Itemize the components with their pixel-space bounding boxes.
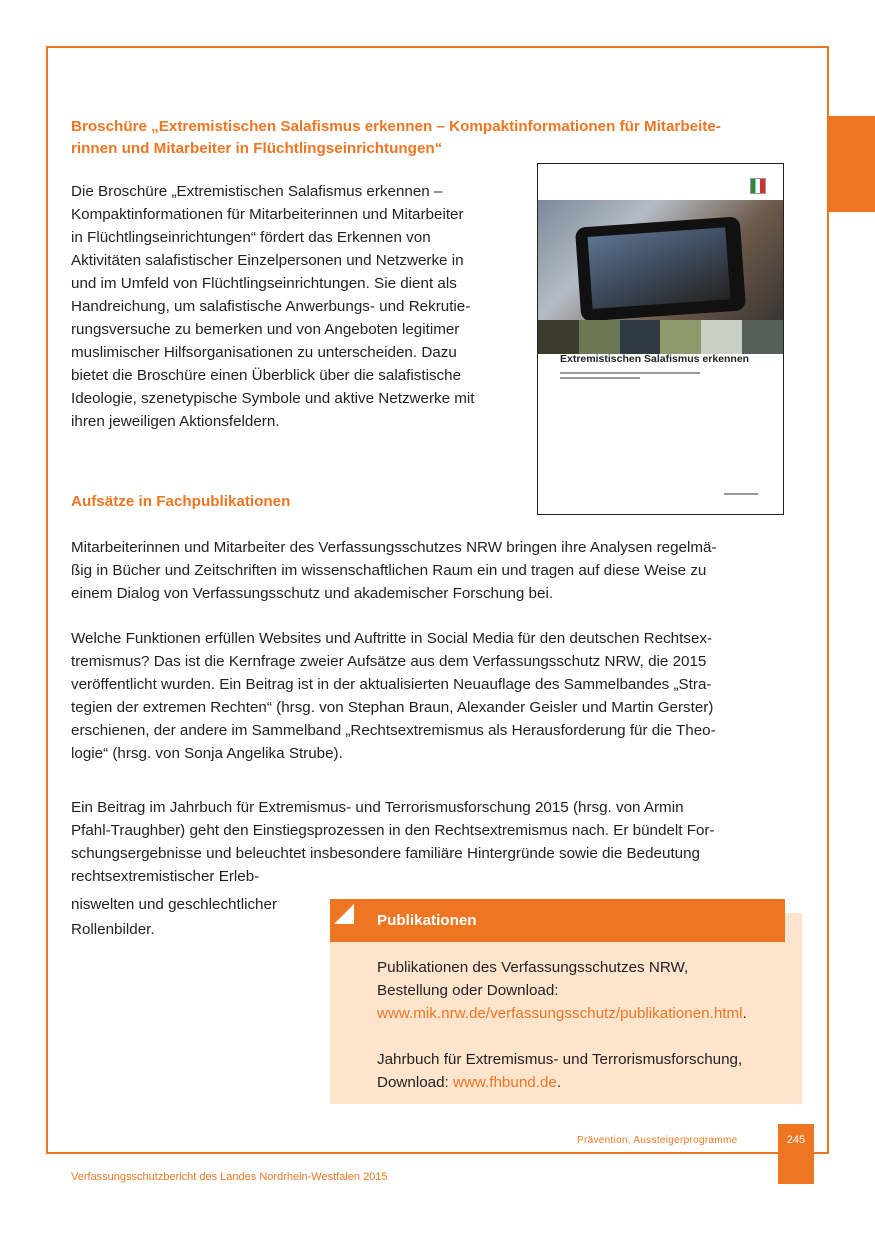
cover-thumbnail-strip xyxy=(538,320,783,354)
text-line: Mitarbeiterinnen und Mitarbeiter des Verfassungsschutzes NRW bringen ihre Analysen regelmä- xyxy=(71,539,717,556)
text-line: Die Broschüre „Extremistischen Salafismus erkennen – xyxy=(71,183,443,200)
brochure-heading-line2: rinnen und Mitarbeiter in Flüchtlingseinrichtungen“ xyxy=(71,140,443,157)
publications-item1-line1: Publikationen des Verfassungsschutzes NRW, xyxy=(377,959,689,976)
cover-photo xyxy=(538,200,783,354)
publications-item2-line2 xyxy=(377,1071,561,1094)
text-line: Welche Funktionen erfüllen Websites und Auftritte in Social Media für den deutschen Rechtsex- xyxy=(71,630,713,647)
text-line: und im Umfeld von Flüchtlingseinrichtungen. Sie dient als xyxy=(71,275,457,292)
text-line: veröffentlicht wurden. Ein Beitrag ist in der aktualisierten Neuauflage des Sammelbandes „Stra- xyxy=(71,676,712,693)
text-line: rungsversuche zu bemerken und von Angeboten legitimer xyxy=(71,321,460,338)
brochure-heading-line1: Broschüre „Extremistischen Salafismus erkennen – Kompaktinformationen für Mitarbeite- xyxy=(71,118,721,135)
text-line: Pfahl-Traughber) geht den Einstiegsprozessen in den Rechtsextremismus nach. Er bündelt For- xyxy=(71,822,715,839)
mik-publications-link[interactable]: www.mik.nrw.de/verfassungsschutz/publikationen.html xyxy=(377,1005,743,1022)
text-line: tremismus? Das ist die Kernfrage zweier Aufsätze aus dem Verfassungsschutz NRW, die 2015 xyxy=(71,653,707,670)
chapter-side-tab xyxy=(828,116,875,212)
publications-item2-line1: Jahrbuch für Extremismus- und Terrorismusforschung, xyxy=(377,1051,743,1068)
text-line: ßig in Bücher und Zeitschriften im wissenschaftlichen Raum ein und tragen auf diese Weise zu xyxy=(71,562,707,579)
text-line: einem Dialog von Verfassungsschutz und akademischer Forschung bei. xyxy=(71,585,554,602)
articles-heading: Aufsätze in Fachpublikationen xyxy=(71,493,291,510)
smartphone-icon xyxy=(575,216,746,321)
page-number: 245 xyxy=(786,1134,806,1146)
text-line: Aktivitäten salafistischer Einzelpersonen und Netzwerke in xyxy=(71,252,464,269)
text-line: bietet die Broschüre einen Überblick über die salafistische xyxy=(71,367,462,384)
text-line: rechtsextremistischer Erleb- xyxy=(71,868,260,885)
text-line: logie“ (hrsg. von Sonja Angelika Strube). xyxy=(71,745,343,762)
text-line: niswelten und geschlechtlicher xyxy=(71,896,277,913)
page-number-box xyxy=(778,1124,814,1184)
text-line: Handreichung, um salafistische Anwerbungs- und Rekrutie- xyxy=(71,298,471,315)
period: . xyxy=(556,1074,562,1091)
fhbund-link[interactable]: www.fhbund.de xyxy=(452,1074,557,1091)
publications-item1-line2: Bestellung oder Download: xyxy=(377,982,559,999)
triangle-corner-icon xyxy=(334,904,354,924)
publications-title: Publikationen xyxy=(377,912,477,929)
text-line: erschienen, der andere im Sammelband „Rechtsextremismus als Herausforderung für die Theo- xyxy=(71,722,716,739)
publications-item1-line3 xyxy=(377,1002,747,1025)
footer-chapter-title: Prävention, Aussteigerprogramme xyxy=(577,1135,738,1146)
text-line: Rollenbilder. xyxy=(71,921,155,938)
nrw-logo-icon xyxy=(750,178,766,194)
cover-title: Extremistischen Salafismus erkennen xyxy=(560,353,750,365)
text-line: schungsergebnisse und beleuchtet insbesondere familiäre Hintergründe sowie die Bedeutung xyxy=(71,845,701,862)
text-line: Kompaktinformationen für Mitarbeiterinnen und Mitarbeiter xyxy=(71,206,464,223)
footer-report-title: Verfassungsschutzbericht des Landes Nordrhein-Westfalen 2015 xyxy=(71,1171,388,1183)
cover-url xyxy=(724,493,758,495)
download-label: Download: xyxy=(377,1074,453,1091)
text-line: Ein Beitrag im Jahrbuch für Extremismus- und Terrorismusforschung 2015 (hrsg. von Armin xyxy=(71,799,684,816)
text-line: tegien der extremen Rechten“ (hrsg. von Stephan Braun, Alexander Geisler und Martin Gerster) xyxy=(71,699,714,716)
text-line: muslimischer Hilfsorganisationen zu unterscheiden. Dazu xyxy=(71,344,457,361)
period: . xyxy=(742,1005,747,1022)
text-line: ihren jeweiligen Aktionsfeldern. xyxy=(71,413,280,430)
text-line: in Flüchtlingseinrichtungen“ fördert das Erkennen von xyxy=(71,229,431,246)
text-line: Ideologie, szenetypische Symbole und aktive Netzwerke mit xyxy=(71,390,475,407)
brochure-cover-image xyxy=(537,163,784,515)
cover-subtitle xyxy=(560,369,720,379)
cover-ministry-label xyxy=(654,174,744,180)
